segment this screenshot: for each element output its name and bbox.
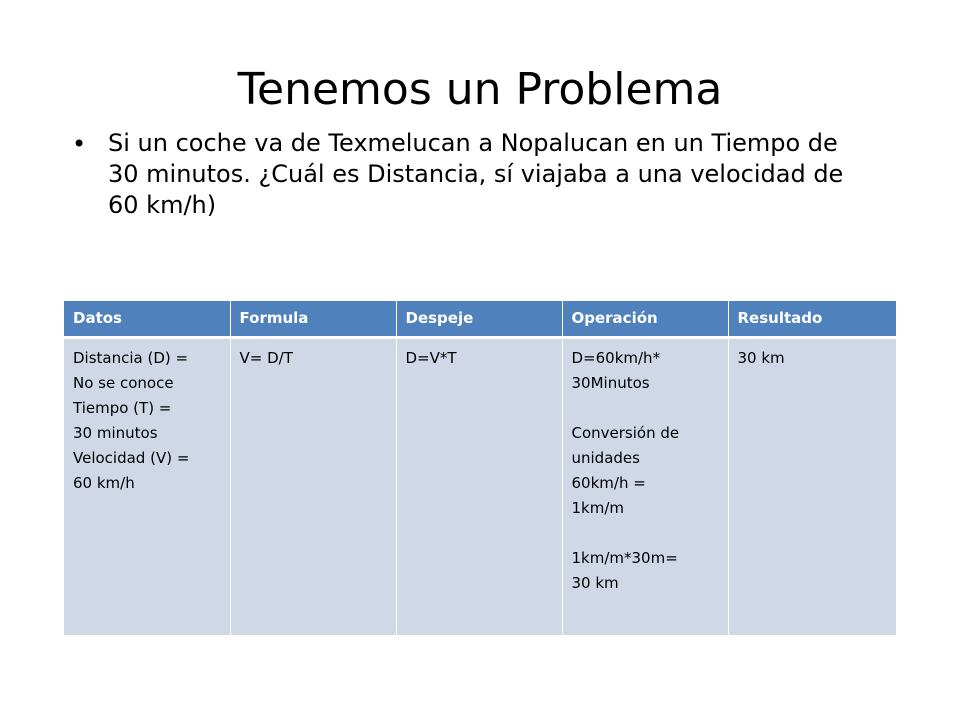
cell-operacion — [562, 337, 728, 635]
bullet-dot-icon: • — [72, 130, 87, 158]
cell-resultado — [728, 337, 896, 635]
operacion-spacer — [572, 521, 719, 546]
cell-datos — [64, 337, 230, 635]
header-resultado: Resultado — [728, 301, 896, 337]
operacion-line: unidades — [571, 448, 640, 467]
datos-line: No se conoce — [73, 373, 174, 392]
slide-title: Tenemos un Problema — [237, 64, 723, 115]
datos-line: 30 minutos — [73, 423, 158, 442]
operacion-line: 60km/h = — [571, 473, 646, 492]
operacion-line: 30Minutos — [571, 373, 650, 392]
bullet-item — [72, 128, 872, 221]
datos-line: Velocidad (V) = — [73, 448, 190, 467]
header-despeje: Despeje — [396, 301, 562, 337]
table-row — [64, 337, 896, 635]
header-formula: Formula — [230, 301, 396, 337]
header-operacion: Operación — [562, 301, 728, 337]
formula-line: V= D/T — [239, 348, 293, 367]
operacion-line: 30 km — [571, 573, 619, 592]
datos-line: Distancia (D) = — [73, 348, 189, 367]
operacion-line: 1km/m — [571, 498, 625, 517]
datos-line: Tiempo (T) = — [73, 398, 172, 417]
resultado-line: 30 km — [737, 348, 785, 367]
cell-formula — [230, 337, 396, 635]
problem-statement: Si un coche va de Texmelucan a Nopalucan en un Tiempo de 30 minutos. ¿Cuál es Distancia, sí viajaba a una velocidad de 60 km/h) — [108, 129, 844, 219]
operacion-line: D=60km/h* — [571, 348, 661, 367]
cell-despeje — [396, 337, 562, 635]
solution-table — [64, 301, 896, 635]
despeje-line: D=V*T — [405, 348, 457, 367]
table-header-row — [64, 301, 896, 337]
operacion-line: 1km/m*30m= — [571, 548, 678, 567]
header-datos: Datos — [64, 301, 230, 337]
operacion-line: Conversión de — [571, 423, 680, 442]
operacion-spacer — [572, 396, 719, 421]
datos-line: 60 km/h — [73, 473, 135, 492]
